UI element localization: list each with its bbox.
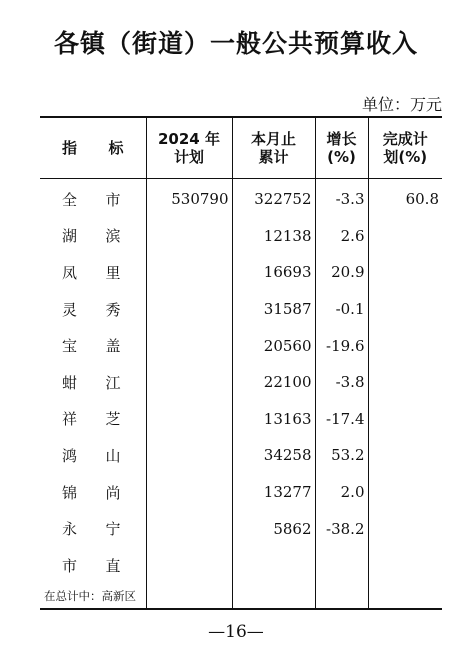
table-row bbox=[40, 510, 442, 547]
row-name-a: 鸿 bbox=[62, 446, 78, 465]
row-name-b: 芝 bbox=[105, 410, 121, 429]
table-row bbox=[40, 401, 442, 438]
header-completion-line2: 划(%) bbox=[383, 148, 428, 166]
plan-cell bbox=[146, 510, 232, 547]
row-name-cell bbox=[40, 327, 146, 364]
header-growth-line1: 增长 bbox=[326, 130, 357, 148]
budget-table bbox=[40, 116, 442, 610]
completion-cell bbox=[368, 327, 442, 364]
row-name-cell bbox=[40, 291, 146, 328]
completion-cell: 60.8 bbox=[368, 179, 442, 218]
page-title: 各镇（街道）一般公共预算收入 bbox=[53, 29, 418, 58]
growth-cell: -0.1 bbox=[315, 291, 368, 328]
table-row bbox=[40, 474, 442, 511]
completion-cell bbox=[368, 510, 442, 547]
row-name-b: 江 bbox=[105, 373, 121, 392]
growth-cell: -17.4 bbox=[315, 401, 368, 438]
plan-cell bbox=[146, 291, 232, 328]
table-header-row bbox=[40, 117, 442, 179]
row-name-b: 尚 bbox=[105, 483, 121, 502]
cumulative-cell: 22100 bbox=[232, 364, 315, 401]
row-name-cell bbox=[40, 254, 146, 291]
header-cumulative-line2: 累计 bbox=[258, 148, 289, 166]
cumulative-cell: 20560 bbox=[232, 327, 315, 364]
row-name-a: 永 bbox=[62, 520, 78, 539]
table-row bbox=[40, 437, 442, 474]
plan-cell bbox=[146, 401, 232, 438]
table-row bbox=[40, 179, 442, 218]
header-cumulative-line1: 本月止 bbox=[250, 130, 296, 148]
completion-cell bbox=[368, 547, 442, 584]
cumulative-cell: 13163 bbox=[232, 401, 315, 438]
row-name-a: 宝 bbox=[62, 337, 78, 356]
plan-cell: 530790 bbox=[146, 179, 232, 218]
table-footnote-row bbox=[40, 584, 442, 609]
growth-cell bbox=[315, 547, 368, 584]
plan-cell bbox=[146, 364, 232, 401]
unit-label: 单位：万元 bbox=[361, 95, 442, 114]
cumulative-cell: 12138 bbox=[232, 218, 315, 255]
empty-cell bbox=[315, 584, 368, 609]
row-name-cell bbox=[40, 437, 146, 474]
cumulative-cell: 16693 bbox=[232, 254, 315, 291]
table-row bbox=[40, 254, 442, 291]
growth-cell: 2.0 bbox=[315, 474, 368, 511]
row-name-b: 盖 bbox=[105, 337, 121, 356]
row-name-b: 滨 bbox=[105, 227, 121, 246]
plan-cell bbox=[146, 437, 232, 474]
row-name-a: 全 bbox=[62, 190, 78, 209]
row-name-a: 蚶 bbox=[62, 373, 78, 392]
header-indicator bbox=[40, 117, 146, 179]
row-name-cell bbox=[40, 218, 146, 255]
row-name-b: 里 bbox=[105, 263, 121, 282]
row-name-b: 秀 bbox=[105, 300, 121, 319]
empty-cell bbox=[232, 584, 315, 609]
completion-cell bbox=[368, 218, 442, 255]
table-row bbox=[40, 547, 442, 584]
table-row bbox=[40, 291, 442, 328]
completion-cell bbox=[368, 437, 442, 474]
cumulative-cell: 322752 bbox=[232, 179, 315, 218]
header-completion bbox=[368, 117, 442, 179]
header-plan bbox=[146, 117, 232, 179]
plan-cell bbox=[146, 327, 232, 364]
row-name-cell bbox=[40, 547, 146, 584]
cumulative-cell: 13277 bbox=[232, 474, 315, 511]
empty-cell bbox=[368, 584, 442, 609]
row-name-a: 湖 bbox=[62, 227, 78, 246]
header-plan-line1: 2024 年 bbox=[158, 130, 220, 148]
row-name-cell bbox=[40, 179, 146, 218]
growth-cell: 2.6 bbox=[315, 218, 368, 255]
row-name-a: 祥 bbox=[62, 410, 78, 429]
table-row bbox=[40, 364, 442, 401]
cumulative-cell: 5862 bbox=[232, 510, 315, 547]
completion-cell bbox=[368, 401, 442, 438]
cumulative-cell: 34258 bbox=[232, 437, 315, 474]
cumulative-cell bbox=[232, 547, 315, 584]
row-name-a: 凤 bbox=[62, 263, 78, 282]
header-growth-line2: (%) bbox=[327, 148, 356, 166]
row-name-b: 山 bbox=[105, 446, 121, 465]
growth-cell: -38.2 bbox=[315, 510, 368, 547]
header-completion-line1: 完成计 bbox=[382, 130, 428, 148]
row-name-cell bbox=[40, 364, 146, 401]
plan-cell bbox=[146, 254, 232, 291]
row-name-a: 市 bbox=[62, 556, 78, 575]
page-number: —16— bbox=[208, 622, 264, 642]
footnote-cell: 在总计中：高新区 bbox=[40, 584, 146, 609]
header-indicator-a: 指 bbox=[62, 139, 78, 157]
growth-cell: 20.9 bbox=[315, 254, 368, 291]
header-plan-line2: 计划 bbox=[173, 148, 204, 166]
growth-cell: -19.6 bbox=[315, 327, 368, 364]
header-growth bbox=[315, 117, 368, 179]
growth-cell: -3.8 bbox=[315, 364, 368, 401]
row-name-cell bbox=[40, 510, 146, 547]
empty-cell bbox=[146, 584, 232, 609]
plan-cell bbox=[146, 474, 232, 511]
completion-cell bbox=[368, 474, 442, 511]
row-name-cell bbox=[40, 401, 146, 438]
growth-cell: 53.2 bbox=[315, 437, 368, 474]
completion-cell bbox=[368, 291, 442, 328]
table-row bbox=[40, 327, 442, 364]
row-name-cell bbox=[40, 474, 146, 511]
plan-cell bbox=[146, 218, 232, 255]
row-name-b: 市 bbox=[105, 190, 121, 209]
header-indicator-b: 标 bbox=[108, 139, 124, 157]
header-cumulative bbox=[232, 117, 315, 179]
row-name-b: 直 bbox=[105, 556, 121, 575]
completion-cell bbox=[368, 364, 442, 401]
growth-cell: -3.3 bbox=[315, 179, 368, 218]
plan-cell bbox=[146, 547, 232, 584]
row-name-b: 宁 bbox=[105, 520, 121, 539]
row-name-a: 锦 bbox=[62, 483, 78, 502]
cumulative-cell: 31587 bbox=[232, 291, 315, 328]
table-row bbox=[40, 218, 442, 255]
row-name-a: 灵 bbox=[62, 300, 78, 319]
completion-cell bbox=[368, 254, 442, 291]
